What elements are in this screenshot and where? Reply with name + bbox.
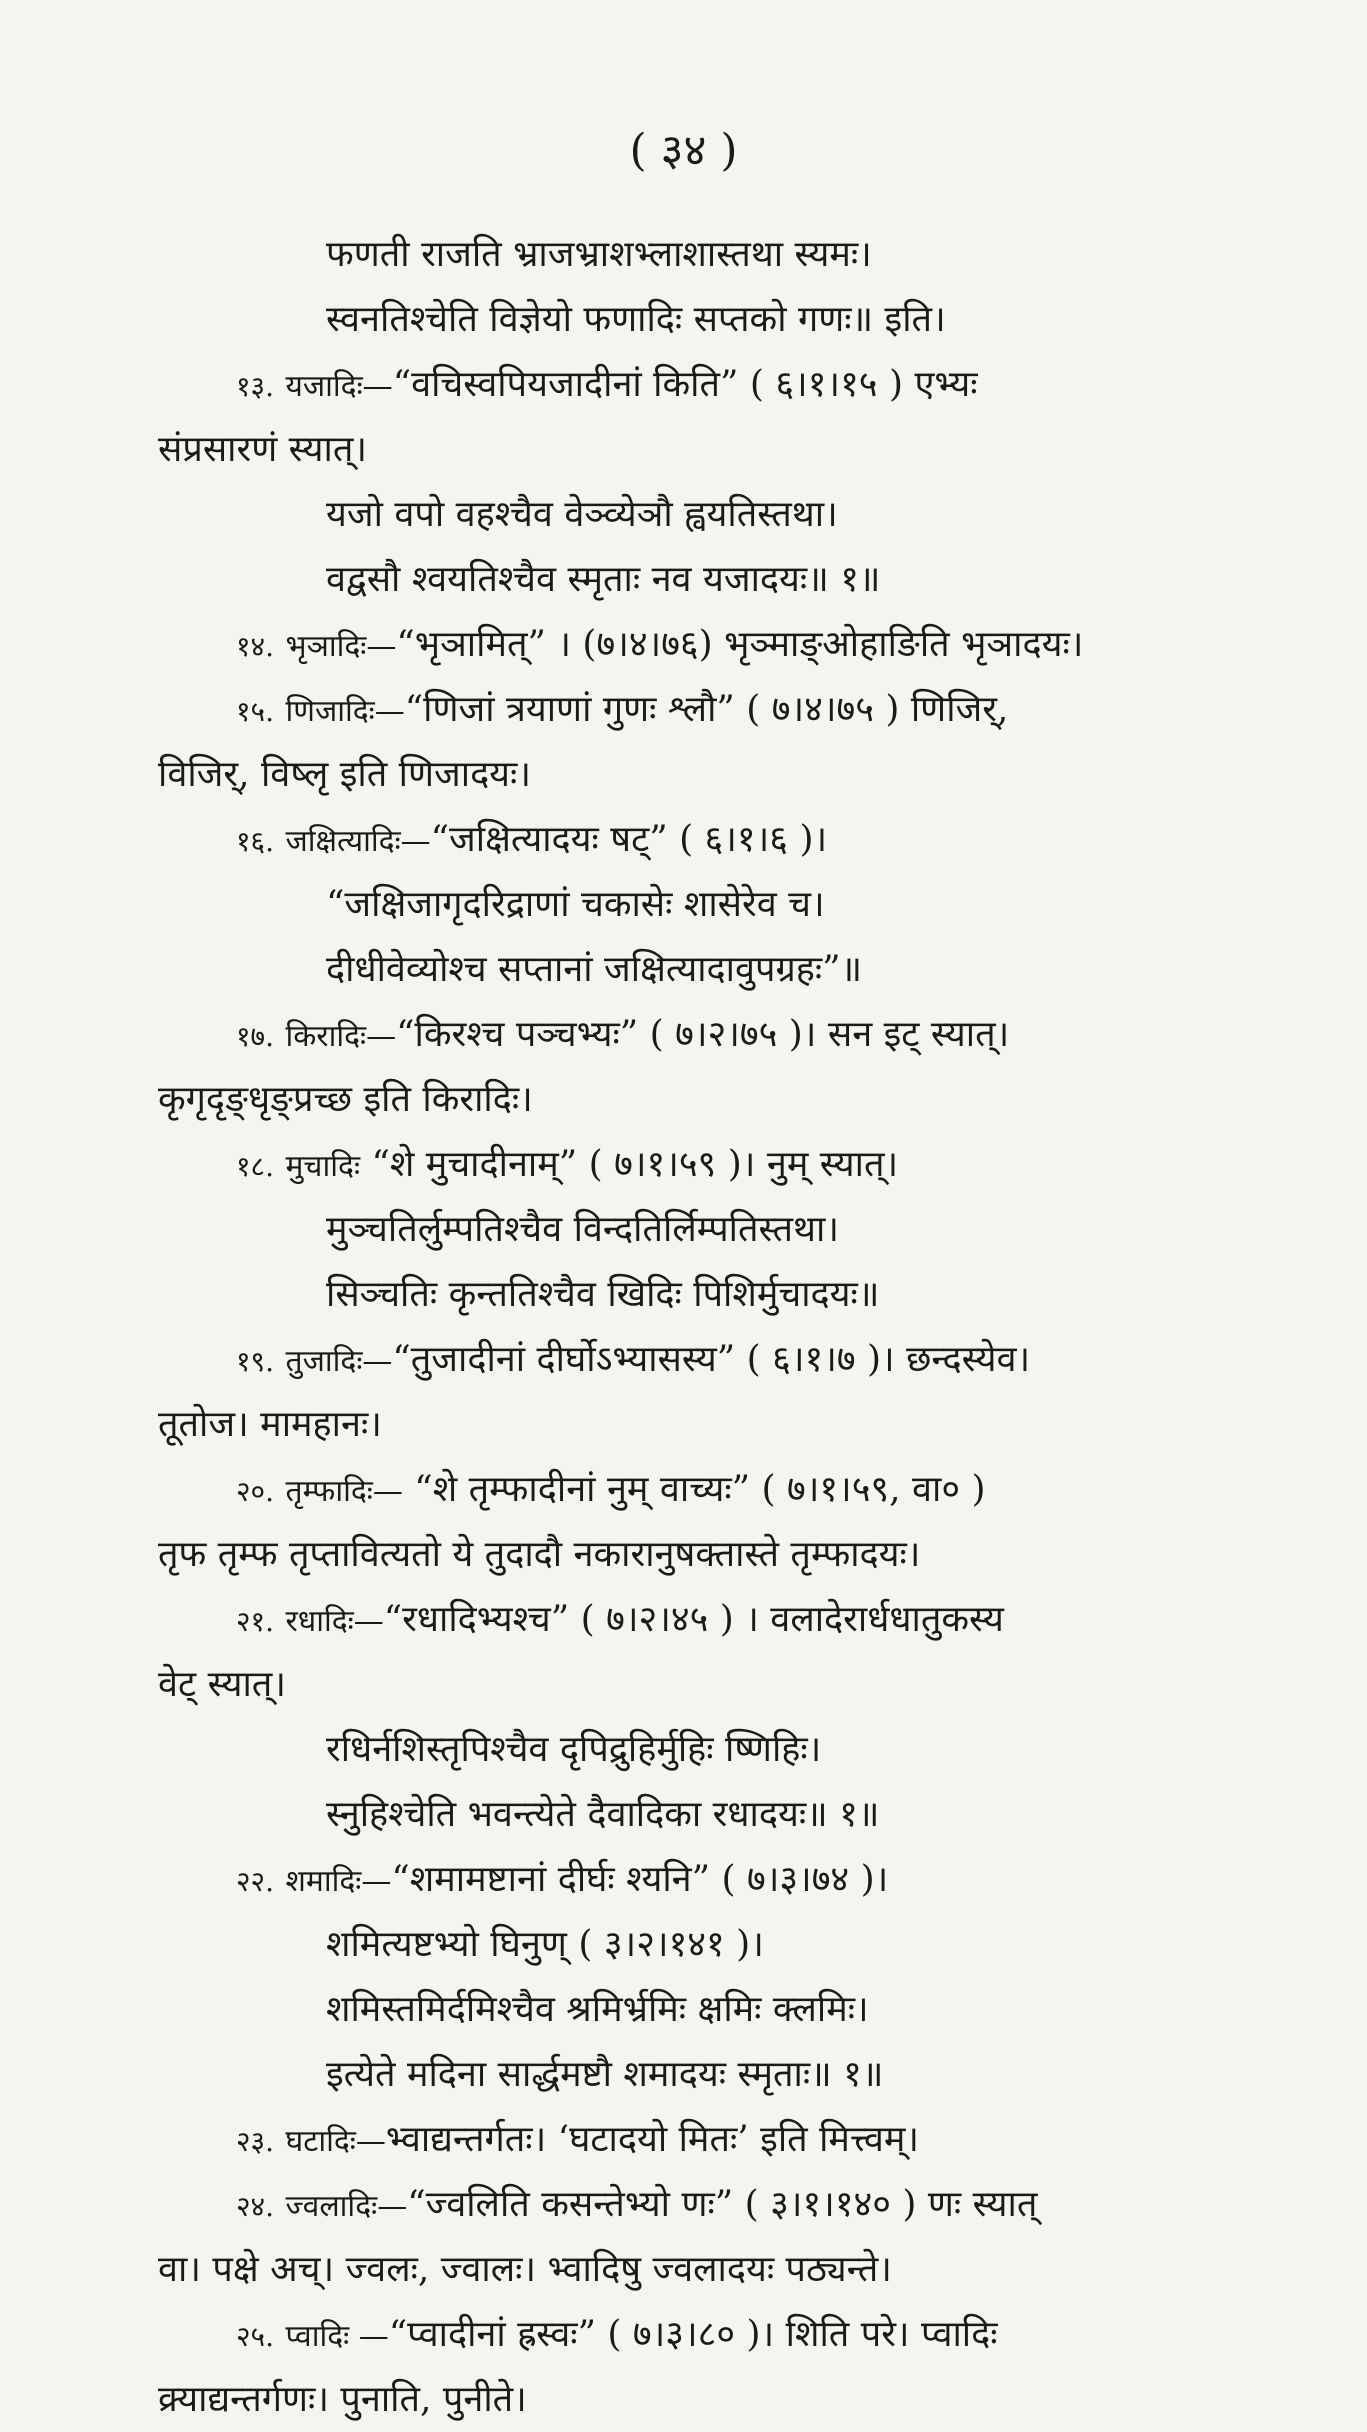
- text-line-fanadi-verse-1: [158, 222, 1238, 287]
- line-text: इत्येते मदिना सार्द्धमष्टौ शमादयः स्मृताः॥ १॥: [326, 2054, 884, 2095]
- text-line-jakshityadi-verse-2: [158, 937, 1238, 1002]
- section-number: २१.: [236, 1605, 275, 1638]
- text-line-tujadi-2: [158, 1392, 1238, 1457]
- line-text: भ्वाद्यन्तर्गतः। ‘घटादयो मितः’ इति मित्त्वम्।: [385, 2119, 920, 2160]
- section-heading: प्वादिः —: [285, 2319, 389, 2354]
- line-text: तृफ तृम्फ तृप्तावित्यतो ये तुदादौ नकारानुषक्तास्ते तृम्फादयः।: [158, 1534, 921, 1575]
- section-heading: जक्षित्यादिः—: [285, 824, 431, 859]
- line-text: सिञ्चतिः कृन्ततिश्चैव खिदिः पिशिर्मुचादयः॥: [326, 1274, 880, 1315]
- section-number: २४.: [236, 2190, 275, 2223]
- section-heading: णिजादिः—: [285, 694, 405, 729]
- section-number: २५.: [236, 2320, 275, 2353]
- line-text: “शे तृम्फादीनां नुम् वाच्यः” ( ७।१।५९, वा० ): [402, 1469, 986, 1510]
- line-text: दीधीवेव्योश्च सप्तानां जक्षित्यादावुपग्रहः”॥: [326, 949, 863, 990]
- line-text: “ज्वलिति कसन्तेभ्यो णः” ( ३।१।१४० ) णः स्यात्: [407, 2184, 1038, 2225]
- text-line-kiradi-1: [158, 1002, 1238, 1067]
- section-number: १३.: [236, 370, 275, 403]
- text-line-yajadi-verse-2: [158, 547, 1238, 612]
- line-text: “रधादिभ्यश्च” ( ७।२।४५ ) । वलादेरार्धधातुकस्य: [383, 1599, 1004, 1640]
- line-text: “प्वादीनां ह्रस्वः” ( ७।३।८० )। शिति परे। प्वादिः: [388, 2314, 998, 2355]
- section-heading: तुजादिः—: [285, 1344, 393, 1379]
- text-line-fanadi-verse-2: [158, 287, 1238, 352]
- text-line-nijadi-2: [158, 742, 1238, 807]
- text-line-pvadi-1: [158, 2302, 1238, 2367]
- text-line-bhrasjadi: [158, 612, 1238, 677]
- text-line-shamadi-1: [158, 1847, 1238, 1912]
- line-text: क्र्याद्यन्तर्गणः। पुनाति, पुनीते।: [158, 2379, 527, 2420]
- text-line-shamadi-verse-2: [158, 1977, 1238, 2042]
- section-number: १८.: [236, 1150, 275, 1183]
- section-heading: तृम्फादिः—: [285, 1474, 403, 1509]
- text-line-muchadi-verse-2: [158, 1262, 1238, 1327]
- section-number: २०.: [236, 1475, 275, 1508]
- text-line-muchadi: [158, 1132, 1238, 1197]
- text-line-yajadi-verse-1: [158, 482, 1238, 547]
- text-line-nijadi-1: [158, 677, 1238, 742]
- line-text: “जक्षित्यादयः षट्” ( ६।१।६ )।: [430, 819, 828, 860]
- line-text: “भृञामित्” । (७।४।७६) भृञ्माङ्ओहाङिति भृञादयः।: [396, 624, 1084, 665]
- section-number: १७.: [236, 1020, 275, 1053]
- text-line-yajadi-2: [158, 417, 1238, 482]
- text-line-jakshityadi-verse-1: [158, 872, 1238, 937]
- text-line-jakshityadi: [158, 807, 1238, 872]
- section-heading: घटादिः—: [285, 2124, 386, 2159]
- text-line-shamadi-verse-1: [158, 1912, 1238, 1977]
- text-line-radhadi-verse-2: [158, 1782, 1238, 1847]
- line-text: “वचिस्वपियजादीनां किति” ( ६।१।१५ ) एभ्यः: [392, 364, 978, 405]
- line-text: संप्रसारणं स्यात्।: [158, 429, 368, 470]
- section-number: २३.: [236, 2125, 275, 2158]
- line-text: “णिजां त्रयाणां गुणः श्लौ” ( ७।४।७५ ) णिजिर्,: [404, 689, 1009, 730]
- section-heading: मुचादिः: [285, 1149, 361, 1184]
- text-line-pvadi-2: [158, 2367, 1238, 2432]
- text-line-yajadi-1: [158, 352, 1238, 417]
- section-number: १६.: [236, 825, 275, 858]
- line-text: “शे मुचादीनाम्” ( ७।१।५९ )। नुम् स्यात्।: [360, 1144, 899, 1185]
- line-text: वेट् स्यात्।: [158, 1664, 286, 1705]
- section-heading: शमादिः—: [285, 1864, 392, 1899]
- line-text: मुञ्चतिर्लुम्पतिश्चैव विन्दतिर्लिम्पतिस्तथा।: [326, 1209, 839, 1250]
- line-text: स्नुहिश्चेति भवन्त्येते दैवादिका रधादयः॥ १॥: [326, 1794, 880, 1835]
- text-line-tujadi-1: [158, 1327, 1238, 1392]
- section-heading: ज्वलादिः—: [285, 2189, 408, 2224]
- line-text: फणती राजति भ्राजभ्राशभ्लाशास्तथा स्यमः।: [326, 234, 872, 275]
- text-line-radhadi-2: [158, 1652, 1238, 1717]
- line-text: रधिर्नशिस्तृपिश्चैव दृपिद्रुहिर्मुहिः ष्णिहिः।: [326, 1729, 822, 1770]
- section-number: १५.: [236, 695, 275, 728]
- line-text: वद्वसौ श्वयतिश्चैव स्मृताः नव यजादयः॥ १॥: [326, 559, 881, 600]
- line-text: “जक्षिजागृदरिद्राणां चकासेः शासेरेव च।: [326, 884, 825, 925]
- text-line-ghatadi: [158, 2107, 1238, 2172]
- section-number: २२.: [236, 1865, 275, 1898]
- page-body: [158, 222, 1238, 2432]
- line-text: यजो वपो वहश्चैव वेञ्व्येञौ ह्वयतिस्तथा।: [326, 494, 838, 535]
- text-line-trmphadi-2: [158, 1522, 1238, 1587]
- line-text: “शमामष्टानां दीर्घः श्यनि” ( ७।३।७४ )।: [391, 1859, 889, 1900]
- text-line-trmphadi-1: [158, 1457, 1238, 1522]
- text-line-jvaladi-1: [158, 2172, 1238, 2237]
- section-heading: यजादिः—: [285, 369, 393, 404]
- line-text: शमिस्तमिर्दमिश्चैव श्रमिर्भ्रमिः क्षमिः क्लमिः।: [326, 1989, 869, 2030]
- text-line-kiradi-2: [158, 1067, 1238, 1132]
- section-heading: रधादिः—: [285, 1604, 384, 1639]
- line-text: “तुजादीनां दीर्घोऽभ्यासस्य” ( ६।१।७ )। छन्दस्येव।: [392, 1339, 1031, 1380]
- text-line-jvaladi-2: [158, 2237, 1238, 2302]
- text-line-shamadi-verse-3: [158, 2042, 1238, 2107]
- page-number: ( ३४ ): [629, 125, 738, 176]
- text-line-radhadi-verse-1: [158, 1717, 1238, 1782]
- section-heading: भृञादिः—: [285, 629, 397, 664]
- text-line-muchadi-verse-1: [158, 1197, 1238, 1262]
- line-text: कृगृदृङ्धृङ्प्रच्छ इति किरादिः।: [158, 1079, 533, 1120]
- line-text: शमित्यष्टभ्यो घिनुण् ( ३।२।१४१ )।: [326, 1924, 764, 1965]
- section-heading: किरादिः—: [285, 1019, 397, 1054]
- line-text: “किरश्च पञ्चभ्यः” ( ७।२।७५ )। सन इट् स्यात्।: [396, 1014, 1010, 1055]
- line-text: तूतोज। मामहानः।: [158, 1404, 382, 1445]
- line-text: वा। पक्षे अच्। ज्वलः, ज्वालः। भ्वादिषु ज्वलादयः पठ्यन्ते।: [158, 2249, 892, 2290]
- line-text: स्वनतिश्चेति विज्ञेयो फणादिः सप्तको गणः॥ इति।: [326, 299, 946, 340]
- section-number: १९.: [236, 1345, 275, 1378]
- text-line-radhadi-1: [158, 1587, 1238, 1652]
- section-number: १४.: [236, 630, 275, 663]
- line-text: विजिर्, विष्लृ इति णिजादयः।: [158, 754, 531, 795]
